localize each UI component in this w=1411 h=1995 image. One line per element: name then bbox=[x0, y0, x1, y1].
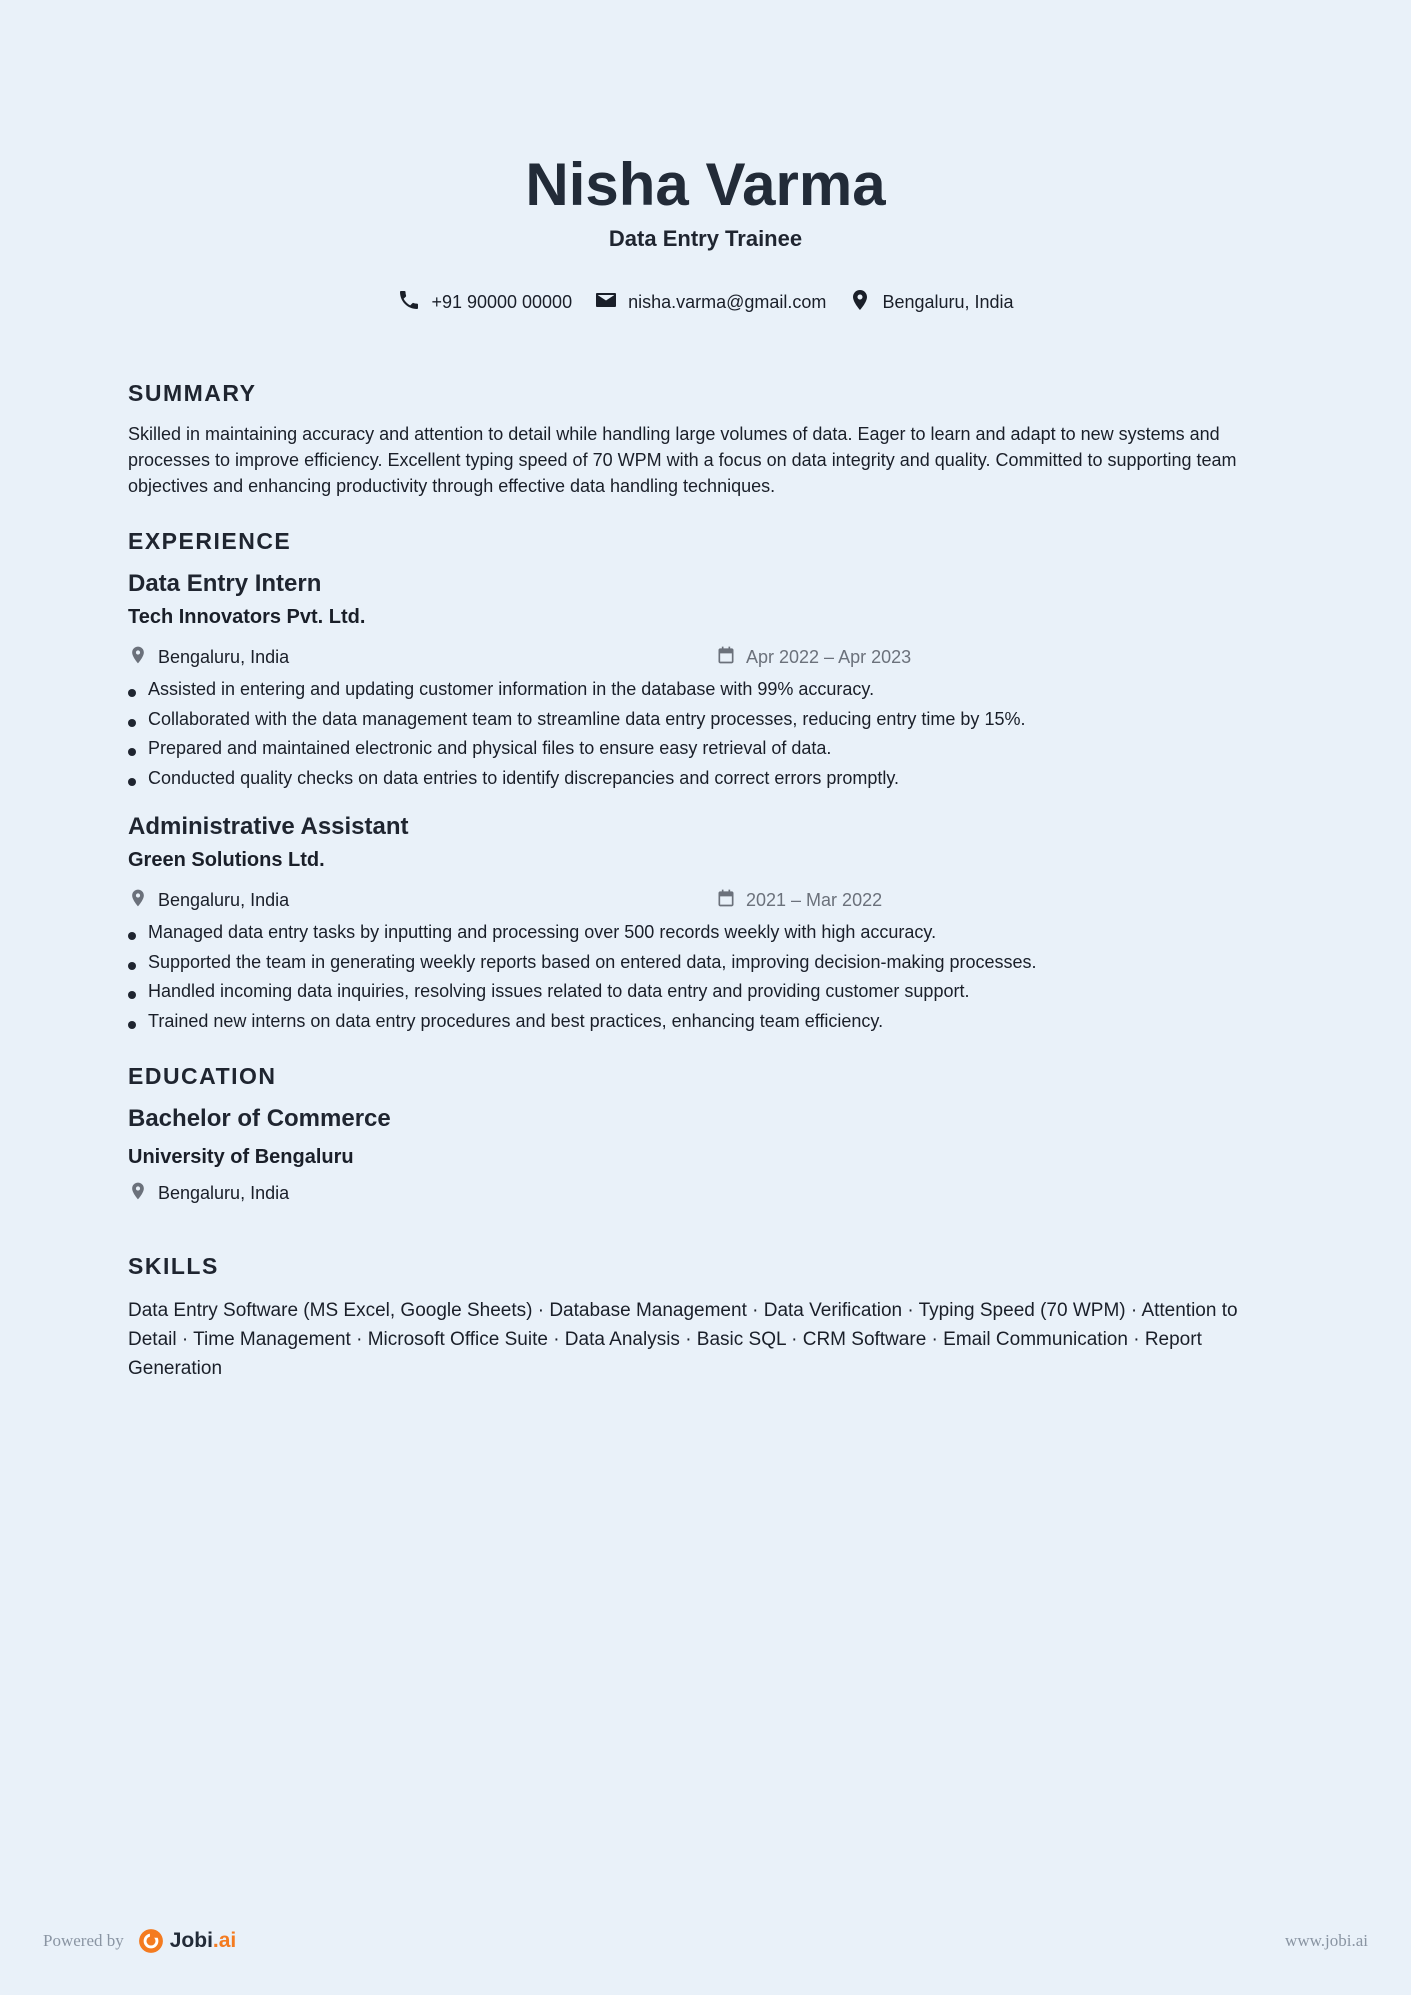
job-dates-text: Apr 2022 – Apr 2023 bbox=[746, 647, 912, 667]
jobi-logo-icon bbox=[138, 1928, 164, 1954]
school-location-text: Bengaluru, India bbox=[158, 1183, 290, 1203]
job-location-text: Bengaluru, India bbox=[158, 647, 290, 667]
job-title: Data Entry Intern bbox=[128, 570, 322, 597]
powered-by bbox=[43, 1928, 236, 1954]
location-pin-icon bbox=[128, 888, 148, 913]
brand-suffix: .ai bbox=[212, 1929, 237, 1952]
candidate-name: Nisha Varma bbox=[525, 151, 886, 218]
list-item: Trained new interns on data entry procedures and best practices, enhancing team efficiency. bbox=[128, 1007, 1288, 1037]
job-dates bbox=[716, 888, 882, 913]
job-location bbox=[128, 888, 289, 913]
location-pin-icon bbox=[128, 645, 148, 670]
list-item: Handled incoming data inquiries, resolving issues related to data entry and providing customer support. bbox=[128, 977, 1288, 1007]
footer-url[interactable]: www.jobi.ai bbox=[1285, 1931, 1368, 1950]
calendar-icon bbox=[716, 888, 736, 913]
degree-title: Bachelor of Commerce bbox=[128, 1105, 391, 1132]
job-location bbox=[128, 645, 289, 670]
powered-by-label: Powered by bbox=[43, 1931, 124, 1950]
list-item: Assisted in entering and updating customer information in the database with 99% accuracy. bbox=[128, 675, 1288, 705]
location-pin-icon bbox=[848, 288, 872, 317]
experience-heading: EXPERIENCE bbox=[128, 528, 292, 554]
job-bullets bbox=[128, 918, 1288, 1036]
calendar-icon bbox=[716, 645, 736, 670]
contact-email bbox=[594, 288, 826, 317]
skills-heading: SKILLS bbox=[128, 1253, 219, 1279]
location-text: Bengaluru, India bbox=[882, 292, 1014, 312]
brand-name: Jobi bbox=[169, 1929, 213, 1952]
location-pin-icon bbox=[128, 1181, 148, 1206]
contact-location bbox=[848, 288, 1013, 317]
jobi-logo[interactable] bbox=[138, 1928, 237, 1954]
mail-icon bbox=[594, 288, 618, 317]
job-dates bbox=[716, 645, 911, 670]
phone-icon bbox=[397, 288, 421, 317]
job-bullets bbox=[128, 675, 1288, 793]
list-item: Supported the team in generating weekly reports based on entered data, improving decision-making processes. bbox=[128, 948, 1288, 978]
list-item: Conducted quality checks on data entries to identify discrepancies and correct errors promptly. bbox=[128, 764, 1288, 794]
email-text: nisha.varma@gmail.com bbox=[628, 292, 827, 312]
contact-phone bbox=[397, 288, 572, 317]
company-name: Tech Innovators Pvt. Ltd. bbox=[128, 606, 366, 628]
summary-text: Skilled in maintaining accuracy and attention to detail while handling large volumes of data. Eager to learn and adapt to new systems and processes to improve efficiency. Excellent typing speed of 70 WPM with a focus on data integrity and quality. Committed to supporting team objectives and enhancing productivity through effective data handling techniques. bbox=[128, 424, 1237, 496]
school-location bbox=[128, 1181, 289, 1206]
phone-text: +91 90000 00000 bbox=[431, 292, 573, 312]
list-item: Prepared and maintained electronic and physical files to ensure easy retrieval of data. bbox=[128, 734, 1288, 764]
job-dates-text: 2021 – Mar 2022 bbox=[746, 890, 883, 910]
job-title: Administrative Assistant bbox=[128, 813, 409, 840]
list-item: Managed data entry tasks by inputting and processing over 500 records weekly with high accuracy. bbox=[128, 918, 1288, 948]
list-item: Collaborated with the data management team to streamline data entry processes, reducing entry time by 15%. bbox=[128, 705, 1288, 735]
contact-bar bbox=[0, 288, 1411, 317]
company-name: Green Solutions Ltd. bbox=[128, 849, 325, 871]
skills-text: Data Entry Software (MS Excel, Google Sheets) · Database Management · Data Verification · Typing Speed (70 WPM) · Attention to Detail · Time Management · Microsoft Office Suite · Data Analysis · Basic SQL · CRM Software · Email Communication · Report Generation bbox=[128, 1300, 1238, 1379]
candidate-role: Data Entry Trainee bbox=[608, 226, 803, 251]
job-location-text: Bengaluru, India bbox=[158, 890, 290, 910]
school-name: University of Bengaluru bbox=[128, 1146, 354, 1168]
education-heading: EDUCATION bbox=[128, 1063, 277, 1089]
summary-heading: SUMMARY bbox=[128, 380, 257, 406]
